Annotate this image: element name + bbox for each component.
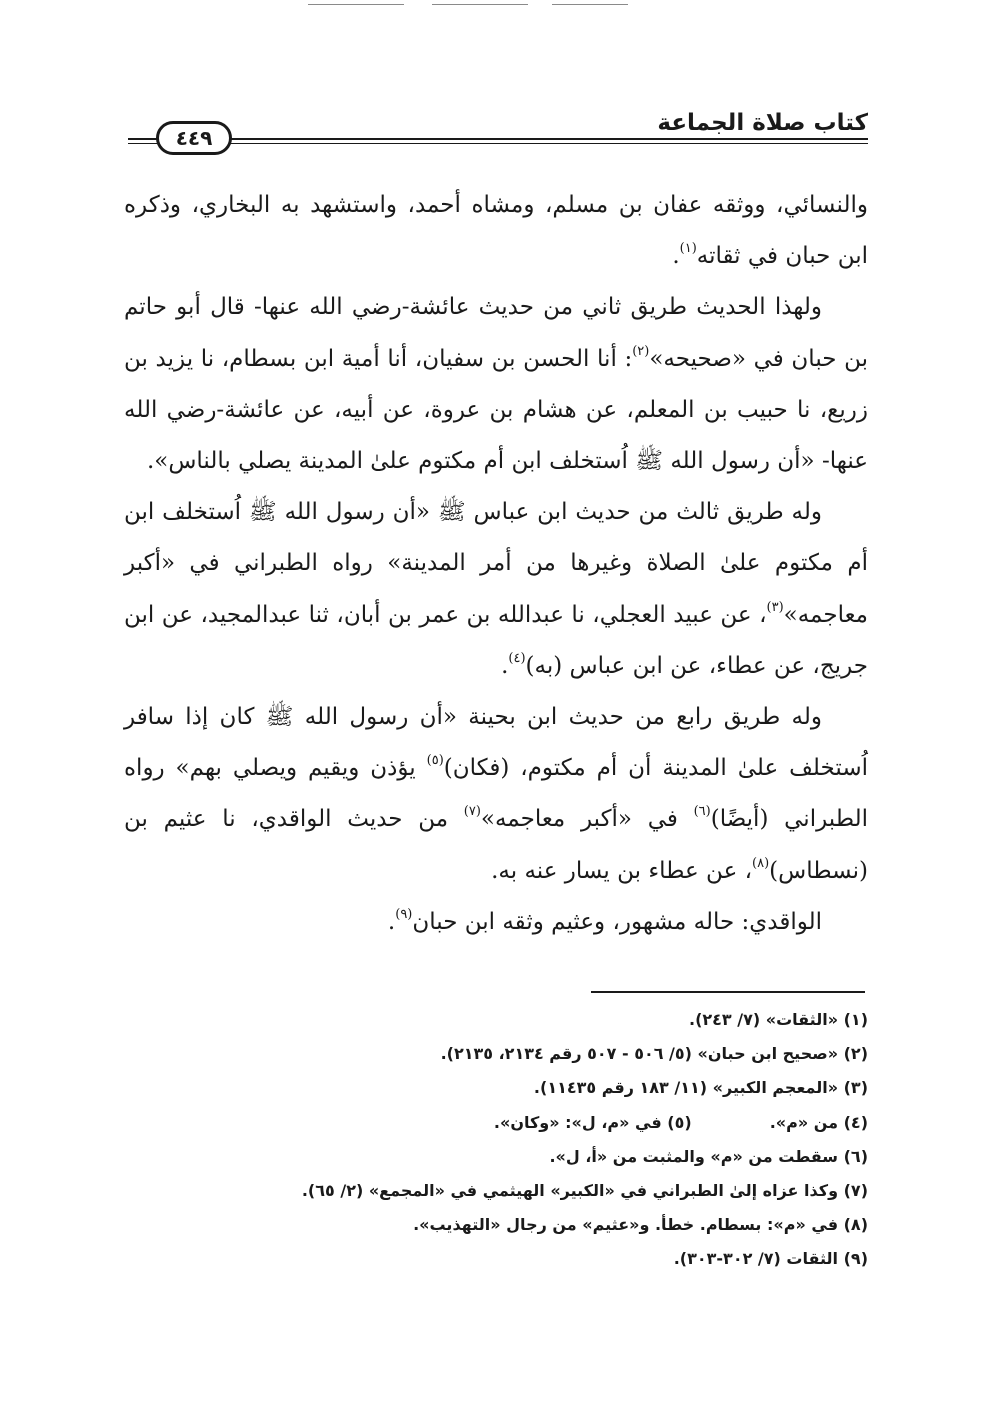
footnote-item: (٨) في «م»: بسطام. خطأ. و«عثيم» من رجال «التهذيب». — [413, 1215, 868, 1235]
footnote-ref: (٣) — [766, 599, 784, 615]
paragraph-text: . — [501, 652, 509, 679]
footnote-item: (٦) سقطت من «م» والمثبت من «أ، ل». — [549, 1146, 868, 1166]
paragraph-text: في «أكبر معاجمه» — [480, 806, 694, 833]
paragraph-text: ولهذا الحديث طريق ثاني من حديث عائشة-رضي الله عنها- قال أبو حاتم بن حبان في «صحيحه» — [124, 294, 869, 372]
footnote-ref: (١) — [679, 241, 697, 257]
footnote-item: (٧) وكذا عزاه إلىٰ الطبراني في «الكبير» الهيثمي في «المجمع» (٢/ ٦٥). — [301, 1181, 868, 1201]
paragraph-text: : أنا الحسن بن سفيان، أنا أمية ابن بسطام، نا يزيد بن زريع، نا حبيب بن المعلم، عن هشام بن عروة، عن أبيه، عن عائشة-رضي الله عنها- «أن رسول الله ﷺ اُستخلف ابن أم مكتوم علىٰ المدينة يصلي بالناس». — [124, 345, 868, 475]
page-header — [128, 108, 868, 158]
top-edge-rules — [0, 4, 983, 8]
footnote-ref: (٧) — [463, 804, 481, 820]
footnote-divider — [591, 991, 865, 993]
footnote-row — [118, 1106, 868, 1140]
footnote-ref: (٨) — [752, 855, 770, 871]
paragraph — [124, 897, 868, 948]
footnote-item: (٣) «المعجم الكبير» (١١/ ١٨٣ رقم ١١٤٣٥). — [533, 1078, 868, 1098]
paragraph-text: ، عن عطاء بن يسار عنه به. — [491, 857, 753, 884]
footnote-ref: (٥) — [426, 753, 444, 769]
paragraph-text: وله طريق رابع من حديث ابن بحينة «أن رسول الله ﷺ كان إذا سافر اُستخلف علىٰ المدينة أن أم مكتوم، (فكان) — [124, 704, 868, 782]
paragraph-text: يؤذن ويقيم ويصلي بهم» رواه الطبراني (أيضًا) — [124, 755, 868, 833]
footnote-item: (٩) الثقات (٧/ ٣٠٢-٣٠٣). — [673, 1249, 868, 1269]
footnote-item: (٤) من «م». — [769, 1112, 868, 1132]
book-title: كتاب صلاة الجماعة — [657, 110, 868, 136]
page-number: ٤٤٩ — [156, 121, 232, 155]
paragraph-text: وله طريق ثالث من حديث ابن عباس ﷺ «أن رسول الله ﷺ اُستخلف ابن أم مكتوم علىٰ الصلاة وغيرها من أمر المدينة» رواه الطبراني في «أكبر معاجمه» — [124, 499, 868, 628]
header-rule — [128, 138, 868, 144]
paragraph-text: ، عن عبيد العجلي، نا عبدالله بن عمر بن أبان، ثنا عبدالمجيد، عن ابن جريج، عن عطاء، عن ابن عباس (به) — [124, 601, 868, 679]
footnote-item: (٢) «صحيح ابن حبان» (٥/ ٥٠٦ - ٥٠٧ رقم ٢١٣٤، ٢١٣٥). — [440, 1044, 868, 1064]
paragraph-text: . — [672, 243, 680, 270]
footnotes — [118, 1003, 868, 1277]
paragraph-text: والنسائي، ووثقه عفان بن مسلم، ومشاه أحمد، واستشهد به البخاري، وذكره ابن حبان في ثقاته — [124, 192, 868, 270]
footnote-ref: (٩) — [395, 906, 413, 922]
paragraph-text: الواقدي: حاله مشهور، وعثيم وثقه ابن حبان — [412, 908, 822, 935]
footnote-ref: (٦) — [693, 804, 711, 820]
main-text — [124, 180, 868, 948]
paragraph-text: من حديث الواقدي، نا عثيم بن (نسطاس) — [124, 806, 868, 884]
footnote-ref: (٤) — [508, 650, 526, 666]
paragraph — [124, 180, 868, 282]
paragraph — [124, 282, 868, 487]
paragraph — [124, 487, 868, 692]
footnote-item: (١) «الثقات» (٧/ ٢٤٣). — [688, 1010, 868, 1029]
footnote-ref: (٢) — [632, 343, 650, 359]
footnote-item: (٥) في «م، ل»: «وكان». — [493, 1112, 692, 1132]
paragraph-text: . — [387, 908, 396, 935]
paragraph — [124, 692, 868, 897]
